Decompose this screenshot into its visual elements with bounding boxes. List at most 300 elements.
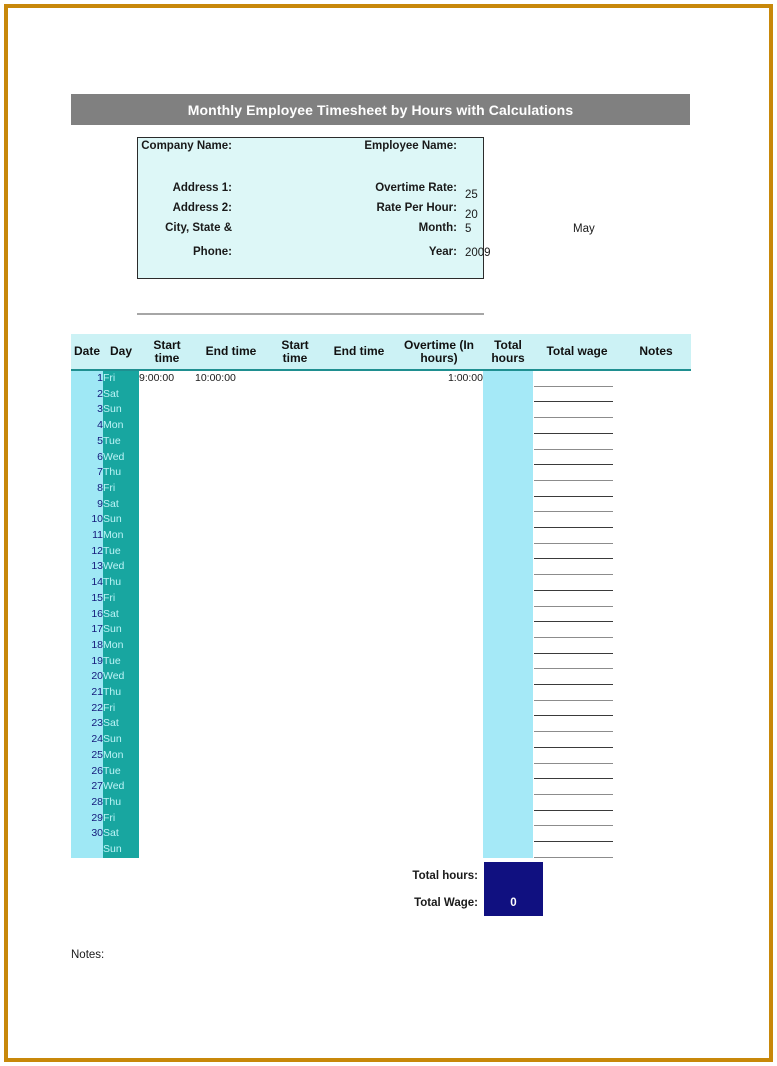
cell-start-time-2[interactable] (267, 575, 323, 591)
cell-start-time-2[interactable] (267, 402, 323, 418)
cell-total-hours (483, 701, 533, 717)
info-value-left[interactable] (236, 140, 361, 166)
cell-end-time-2[interactable] (323, 638, 395, 654)
cell-date: 3 (71, 402, 103, 418)
cell-overtime[interactable] (395, 748, 483, 764)
table-row (71, 528, 691, 544)
cell-overtime[interactable] (395, 701, 483, 717)
cell-start-time-1[interactable] (139, 622, 195, 638)
cell-total-wage[interactable] (533, 795, 621, 811)
cell-total-hours (483, 512, 533, 528)
cell-total-wage[interactable] (533, 528, 621, 544)
table-row (71, 370, 691, 387)
cell-day: Tue (103, 544, 139, 560)
cell-overtime[interactable]: 1:00:00 (395, 370, 483, 387)
cell-start-time-1[interactable] (139, 764, 195, 780)
cell-start-time-1[interactable] (139, 795, 195, 811)
cell-end-time-1[interactable] (195, 716, 267, 732)
cell-start-time-2[interactable] (267, 779, 323, 795)
cell-total-wage[interactable] (533, 575, 621, 591)
info-label-right: Rate Per Hour: (376, 202, 457, 214)
total-wage-row (380, 889, 543, 916)
cell-end-time-1[interactable] (195, 497, 267, 513)
cell-overtime[interactable] (395, 654, 483, 670)
cell-notes[interactable] (621, 387, 691, 403)
cell-start-time-2[interactable] (267, 481, 323, 497)
cell-day: Sun (103, 732, 139, 748)
cell-end-time-2[interactable] (323, 701, 395, 717)
cell-start-time-2[interactable] (267, 607, 323, 623)
cell-overtime[interactable] (395, 402, 483, 418)
cell-total-wage[interactable] (533, 465, 621, 481)
section-divider (137, 313, 484, 315)
cell-end-time-1[interactable] (195, 811, 267, 827)
cell-date: 10 (71, 512, 103, 528)
cell-start-time-2[interactable] (267, 434, 323, 450)
cell-start-time-1[interactable] (139, 779, 195, 795)
cell-total-wage[interactable] (533, 764, 621, 780)
table-row (71, 764, 691, 780)
cell-start-time-2[interactable] (267, 732, 323, 748)
cell-notes[interactable] (621, 575, 691, 591)
cell-start-time-1[interactable] (139, 701, 195, 717)
cell-day: Mon (103, 748, 139, 764)
cell-total-hours (483, 575, 533, 591)
cell-notes[interactable] (621, 528, 691, 544)
info-row (138, 246, 491, 272)
cell-end-time-2[interactable] (323, 795, 395, 811)
cell-start-time-1[interactable] (139, 481, 195, 497)
table-row (71, 387, 691, 403)
table-row (71, 465, 691, 481)
cell-start-time-1[interactable] (139, 591, 195, 607)
cell-notes[interactable] (621, 654, 691, 670)
cell-overtime[interactable] (395, 842, 483, 858)
cell-end-time-2[interactable] (323, 607, 395, 623)
cell-total-wage[interactable] (533, 370, 621, 387)
cell-end-time-2[interactable] (323, 575, 395, 591)
cell-end-time-2[interactable] (323, 418, 395, 434)
cell-notes[interactable] (621, 559, 691, 575)
cell-end-time-2[interactable] (323, 826, 395, 842)
cell-date: 26 (71, 764, 103, 780)
cell-start-time-2[interactable] (267, 685, 323, 701)
cell-end-time-2[interactable] (323, 842, 395, 858)
cell-end-time-1[interactable] (195, 622, 267, 638)
cell-notes[interactable] (621, 402, 691, 418)
cell-notes[interactable] (621, 669, 691, 685)
cell-end-time-2[interactable] (323, 622, 395, 638)
cell-notes[interactable] (621, 826, 691, 842)
cell-total-wage[interactable] (533, 402, 621, 418)
cell-overtime[interactable] (395, 387, 483, 403)
cell-end-time-2[interactable] (323, 481, 395, 497)
cell-start-time-1[interactable] (139, 450, 195, 466)
cell-start-time-2[interactable] (267, 465, 323, 481)
cell-end-time-2[interactable] (323, 779, 395, 795)
cell-end-time-2[interactable] (323, 370, 395, 387)
cell-end-time-1[interactable] (195, 528, 267, 544)
cell-start-time-1[interactable] (139, 418, 195, 434)
cell-date: 2 (71, 387, 103, 403)
cell-start-time-1[interactable] (139, 732, 195, 748)
cell-end-time-2[interactable] (323, 387, 395, 403)
cell-overtime[interactable] (395, 779, 483, 795)
cell-start-time-1[interactable] (139, 512, 195, 528)
cell-start-time-1[interactable] (139, 528, 195, 544)
cell-overtime[interactable] (395, 434, 483, 450)
cell-notes[interactable] (621, 811, 691, 827)
cell-end-time-2[interactable] (323, 811, 395, 827)
info-value-right[interactable]: 2009 (465, 247, 491, 259)
cell-notes[interactable] (621, 607, 691, 623)
cell-notes[interactable] (621, 370, 691, 387)
cell-total-wage[interactable] (533, 732, 621, 748)
cell-start-time-1[interactable] (139, 685, 195, 701)
cell-notes[interactable] (621, 795, 691, 811)
cell-start-time-2[interactable] (267, 591, 323, 607)
cell-total-hours (483, 795, 533, 811)
cell-total-wage[interactable] (533, 669, 621, 685)
cell-end-time-2[interactable] (323, 732, 395, 748)
cell-day: Fri (103, 370, 139, 387)
cell-total-hours (483, 685, 533, 701)
cell-end-time-2[interactable] (323, 654, 395, 670)
total-wage-label: Total Wage: (414, 896, 478, 909)
cell-end-time-2[interactable] (323, 434, 395, 450)
cell-start-time-1[interactable] (139, 559, 195, 575)
cell-end-time-1[interactable] (195, 481, 267, 497)
cell-overtime[interactable] (395, 716, 483, 732)
cell-total-hours (483, 811, 533, 827)
cell-total-wage[interactable] (533, 607, 621, 623)
table-row (71, 591, 691, 607)
cell-start-time-2[interactable] (267, 387, 323, 403)
cell-overtime[interactable] (395, 732, 483, 748)
cell-total-wage[interactable] (533, 497, 621, 513)
cell-total-wage[interactable] (533, 512, 621, 528)
cell-date: 11 (71, 528, 103, 544)
cell-day: Mon (103, 418, 139, 434)
cell-end-time-1[interactable] (195, 669, 267, 685)
cell-start-time-2[interactable] (267, 622, 323, 638)
cell-start-time-1[interactable] (139, 638, 195, 654)
cell-end-time-1[interactable] (195, 575, 267, 591)
cell-total-wage[interactable] (533, 481, 621, 497)
cell-end-time-1[interactable] (195, 795, 267, 811)
cell-overtime[interactable] (395, 669, 483, 685)
cell-end-time-1[interactable] (195, 701, 267, 717)
cell-overtime[interactable] (395, 559, 483, 575)
column-header-notes: Notes (621, 334, 691, 370)
cell-start-time-1[interactable] (139, 842, 195, 858)
cell-notes[interactable] (621, 748, 691, 764)
cell-end-time-1[interactable] (195, 450, 267, 466)
cell-overtime[interactable] (395, 685, 483, 701)
cell-start-time-2[interactable] (267, 559, 323, 575)
cell-overtime[interactable] (395, 512, 483, 528)
cell-end-time-1[interactable] (195, 607, 267, 623)
cell-total-hours (483, 450, 533, 466)
cell-day: Sat (103, 607, 139, 623)
cell-notes[interactable] (621, 842, 691, 858)
cell-total-wage[interactable] (533, 716, 621, 732)
cell-day: Sun (103, 842, 139, 858)
cell-end-time-2[interactable] (323, 465, 395, 481)
cell-day: Wed (103, 669, 139, 685)
table-row (71, 512, 691, 528)
table-row (71, 434, 691, 450)
cell-total-wage[interactable] (533, 701, 621, 717)
cell-notes[interactable] (621, 434, 691, 450)
cell-total-wage[interactable] (533, 544, 621, 560)
cell-end-time-1[interactable] (195, 387, 267, 403)
cell-date: 23 (71, 716, 103, 732)
cell-total-wage[interactable] (533, 418, 621, 434)
cell-start-time-1[interactable] (139, 544, 195, 560)
cell-end-time-2[interactable] (323, 669, 395, 685)
cell-day: Sat (103, 497, 139, 513)
cell-start-time-2[interactable] (267, 811, 323, 827)
table-row (71, 826, 691, 842)
info-value-left[interactable] (236, 222, 361, 248)
cell-end-time-2[interactable] (323, 402, 395, 418)
cell-notes[interactable] (621, 512, 691, 528)
cell-overtime[interactable] (395, 481, 483, 497)
cell-notes[interactable] (621, 638, 691, 654)
cell-total-wage[interactable] (533, 591, 621, 607)
cell-total-wage[interactable] (533, 748, 621, 764)
cell-start-time-2[interactable] (267, 450, 323, 466)
table-row (71, 795, 691, 811)
cell-end-time-1[interactable] (195, 748, 267, 764)
cell-end-time-1[interactable] (195, 654, 267, 670)
cell-end-time-2[interactable] (323, 450, 395, 466)
cell-end-time-1[interactable] (195, 434, 267, 450)
cell-overtime[interactable] (395, 544, 483, 560)
cell-date: 6 (71, 450, 103, 466)
cell-total-hours (483, 418, 533, 434)
cell-start-time-2[interactable] (267, 701, 323, 717)
cell-end-time-1[interactable] (195, 591, 267, 607)
cell-end-time-1[interactable] (195, 402, 267, 418)
cell-overtime[interactable] (395, 811, 483, 827)
info-value-left[interactable] (236, 246, 361, 272)
cell-end-time-1[interactable] (195, 826, 267, 842)
cell-start-time-2[interactable] (267, 842, 323, 858)
cell-end-time-2[interactable] (323, 748, 395, 764)
cell-start-time-1[interactable] (139, 826, 195, 842)
cell-overtime[interactable] (395, 607, 483, 623)
cell-start-time-2[interactable] (267, 764, 323, 780)
cell-start-time-1[interactable] (139, 402, 195, 418)
cell-start-time-1[interactable] (139, 465, 195, 481)
cell-end-time-1[interactable] (195, 764, 267, 780)
cell-notes[interactable] (621, 732, 691, 748)
cell-total-wage[interactable] (533, 811, 621, 827)
cell-notes[interactable] (621, 544, 691, 560)
info-label-left: Phone: (193, 246, 232, 258)
cell-total-wage[interactable] (533, 450, 621, 466)
cell-day: Thu (103, 575, 139, 591)
cell-end-time-2[interactable] (323, 528, 395, 544)
cell-notes[interactable] (621, 622, 691, 638)
cell-total-wage[interactable] (533, 779, 621, 795)
cell-start-time-2[interactable] (267, 638, 323, 654)
cell-total-wage[interactable] (533, 826, 621, 842)
cell-start-time-1[interactable] (139, 654, 195, 670)
cell-end-time-1[interactable] (195, 638, 267, 654)
cell-total-wage[interactable] (533, 387, 621, 403)
table-row (71, 497, 691, 513)
cell-end-time-2[interactable] (323, 764, 395, 780)
cell-end-time-1[interactable] (195, 512, 267, 528)
cell-start-time-2[interactable] (267, 795, 323, 811)
cell-start-time-2[interactable] (267, 370, 323, 387)
cell-end-time-1[interactable] (195, 685, 267, 701)
cell-end-time-2[interactable] (323, 497, 395, 513)
cell-date: 29 (71, 811, 103, 827)
info-extra-right (521, 202, 573, 209)
cell-overtime[interactable] (395, 764, 483, 780)
table-row (71, 701, 691, 717)
cell-day: Wed (103, 450, 139, 466)
table-row (71, 638, 691, 654)
cell-start-time-2[interactable] (267, 716, 323, 732)
cell-notes[interactable] (621, 701, 691, 717)
cell-start-time-1[interactable] (139, 387, 195, 403)
cell-overtime[interactable] (395, 795, 483, 811)
cell-start-time-2[interactable] (267, 544, 323, 560)
cell-start-time-2[interactable] (267, 654, 323, 670)
cell-notes[interactable] (621, 716, 691, 732)
cell-end-time-1[interactable] (195, 779, 267, 795)
cell-start-time-2[interactable] (267, 528, 323, 544)
cell-date: 25 (71, 748, 103, 764)
cell-total-hours (483, 607, 533, 623)
table-row (71, 685, 691, 701)
cell-date: 13 (71, 559, 103, 575)
cell-overtime[interactable] (395, 497, 483, 513)
cell-overtime[interactable] (395, 622, 483, 638)
cell-total-wage[interactable] (533, 622, 621, 638)
info-extra-right: May (573, 223, 595, 235)
cell-total-wage[interactable] (533, 434, 621, 450)
cell-end-time-2[interactable] (323, 544, 395, 560)
cell-start-time-1[interactable]: 9:00:00 (139, 370, 195, 387)
cell-date: 27 (71, 779, 103, 795)
cell-notes[interactable] (621, 450, 691, 466)
cell-end-time-2[interactable] (323, 591, 395, 607)
cell-end-time-1[interactable] (195, 544, 267, 560)
cell-end-time-1[interactable] (195, 842, 267, 858)
info-label-right: Month: (418, 222, 457, 234)
cell-end-time-1[interactable] (195, 418, 267, 434)
cell-end-time-2[interactable] (323, 512, 395, 528)
info-value-right[interactable] (461, 140, 521, 166)
cell-date: 12 (71, 544, 103, 560)
table-row (71, 402, 691, 418)
cell-start-time-1[interactable] (139, 607, 195, 623)
info-value-right[interactable]: 20 (465, 209, 478, 221)
info-value-right[interactable]: 5 (465, 223, 472, 235)
table-row (71, 575, 691, 591)
cell-start-time-2[interactable] (267, 418, 323, 434)
cell-end-time-1[interactable] (195, 559, 267, 575)
cell-date: 24 (71, 732, 103, 748)
table-row (71, 607, 691, 623)
cell-start-time-1[interactable] (139, 716, 195, 732)
cell-overtime[interactable] (395, 528, 483, 544)
cell-start-time-2[interactable] (267, 826, 323, 842)
cell-end-time-2[interactable] (323, 685, 395, 701)
cell-total-wage[interactable] (533, 842, 621, 858)
cell-notes[interactable] (621, 465, 691, 481)
cell-notes[interactable] (621, 418, 691, 434)
table-row (71, 811, 691, 827)
cell-overtime[interactable] (395, 638, 483, 654)
cell-total-wage[interactable] (533, 654, 621, 670)
cell-start-time-1[interactable] (139, 669, 195, 685)
cell-date (71, 842, 103, 858)
cell-start-time-2[interactable] (267, 748, 323, 764)
cell-day: Thu (103, 465, 139, 481)
wage-rule-line (534, 857, 613, 858)
cell-overtime[interactable] (395, 591, 483, 607)
cell-start-time-1[interactable] (139, 811, 195, 827)
cell-overtime[interactable] (395, 465, 483, 481)
cell-notes[interactable] (621, 685, 691, 701)
cell-total-wage[interactable] (533, 685, 621, 701)
cell-total-wage[interactable] (533, 559, 621, 575)
cell-overtime[interactable] (395, 418, 483, 434)
cell-notes[interactable] (621, 779, 691, 795)
cell-notes[interactable] (621, 497, 691, 513)
table-row (71, 654, 691, 670)
cell-date: 5 (71, 434, 103, 450)
info-value-right[interactable]: 25 (465, 189, 478, 201)
cell-end-time-1[interactable]: 10:00:00 (195, 370, 267, 387)
cell-start-time-1[interactable] (139, 748, 195, 764)
cell-end-time-1[interactable] (195, 465, 267, 481)
cell-end-time-2[interactable] (323, 716, 395, 732)
cell-total-hours (483, 434, 533, 450)
cell-day: Fri (103, 701, 139, 717)
cell-start-time-2[interactable] (267, 512, 323, 528)
cell-start-time-1[interactable] (139, 575, 195, 591)
cell-end-time-1[interactable] (195, 732, 267, 748)
cell-overtime[interactable] (395, 575, 483, 591)
cell-total-wage[interactable] (533, 638, 621, 654)
table-row (71, 732, 691, 748)
cell-day: Sun (103, 402, 139, 418)
cell-overtime[interactable] (395, 826, 483, 842)
cell-notes[interactable] (621, 591, 691, 607)
cell-start-time-2[interactable] (267, 497, 323, 513)
cell-start-time-2[interactable] (267, 669, 323, 685)
cell-total-hours (483, 481, 533, 497)
table-row (71, 544, 691, 560)
cell-overtime[interactable] (395, 450, 483, 466)
cell-notes[interactable] (621, 764, 691, 780)
cell-start-time-1[interactable] (139, 434, 195, 450)
cell-day: Thu (103, 795, 139, 811)
cell-end-time-2[interactable] (323, 559, 395, 575)
cell-notes[interactable] (621, 481, 691, 497)
cell-total-hours (483, 387, 533, 403)
cell-start-time-1[interactable] (139, 497, 195, 513)
cell-date: 9 (71, 497, 103, 513)
